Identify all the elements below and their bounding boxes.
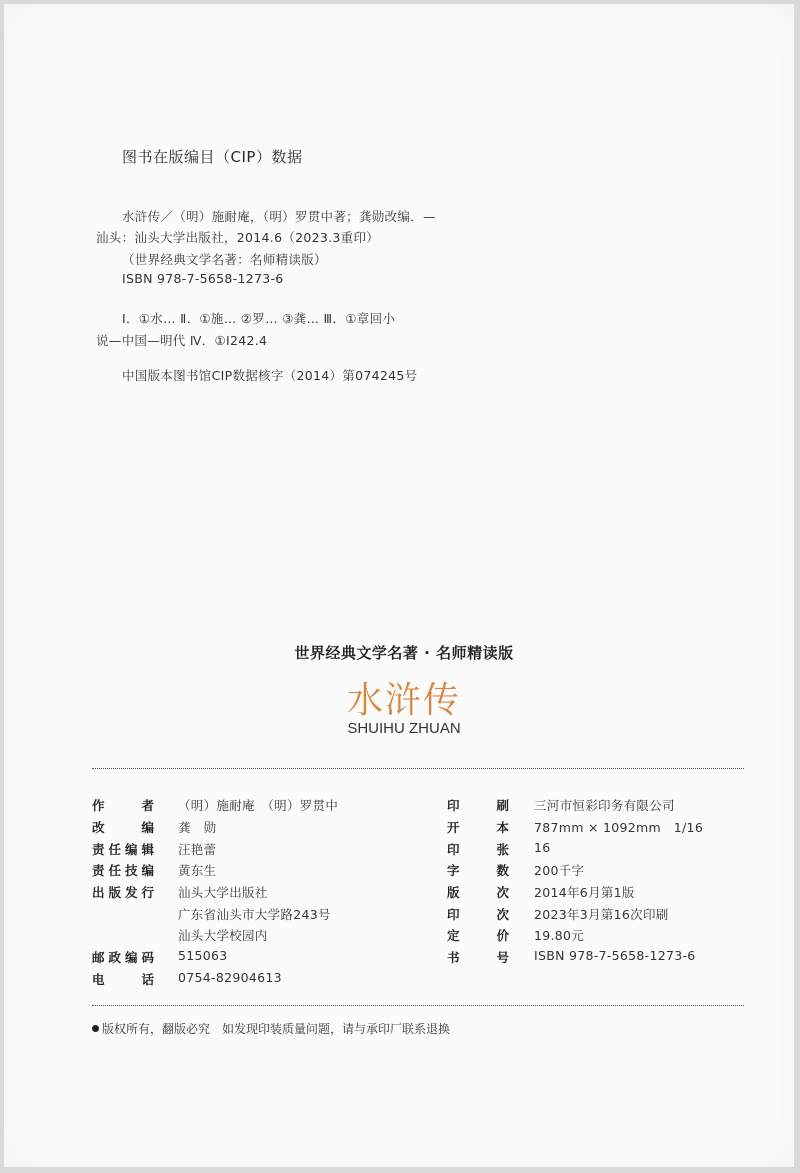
info-label: 电 话 <box>92 972 154 987</box>
info-value: 三河市恒彩印务有限公司 <box>534 798 675 813</box>
info-label: 责任编辑 <box>92 842 154 857</box>
info-value: 2023年3月第16次印刷 <box>534 907 669 922</box>
info-value: 200千字 <box>534 863 585 878</box>
info-value: 0754-82904613 <box>178 970 282 985</box>
info-label: 责任技编 <box>92 863 154 878</box>
info-label: 改 编 <box>92 820 154 835</box>
copyright-page <box>4 4 794 1167</box>
info-label: 印 次 <box>447 907 509 922</box>
info-label: 邮政编码 <box>92 950 154 965</box>
info-label: 作 者 <box>92 798 154 813</box>
info-label: 定 价 <box>447 928 509 943</box>
info-label: 印 张 <box>447 842 509 857</box>
copyright-notice <box>92 1020 450 1037</box>
info-value: 汪艳蕾 <box>178 842 217 857</box>
cip-title-line: 水浒传／（明）施耐庵，（明）罗贯中著；龚勋改编．— <box>122 209 436 224</box>
info-value: 龚 勋 <box>178 820 217 835</box>
info-label: 印 刷 <box>447 798 509 813</box>
info-label: 字 数 <box>447 863 509 878</box>
dotted-divider-top <box>92 768 744 769</box>
cip-verification-line: 中国版本图书馆CIP数据核字（2014）第074245号 <box>122 368 418 383</box>
copyright-text: 版权所有，翻版必究 如发现印装质量问题，请与承印厂联系退换 <box>102 1022 451 1036</box>
info-label: 开 本 <box>447 820 509 835</box>
info-label: 书 号 <box>447 950 509 965</box>
info-label: 版 次 <box>447 885 509 900</box>
info-value: 16 <box>534 840 551 855</box>
info-label: 出版发行 <box>92 885 154 900</box>
info-value: 黄东生 <box>178 863 217 878</box>
cip-publisher-line: 汕头：汕头大学出版社，2014.6（2023.3重印） <box>96 230 380 245</box>
cip-isbn-line: ISBN 978-7-5658-1273-6 <box>122 271 284 286</box>
info-value: 汕头大学出版社 <box>178 885 268 900</box>
series-name: 世界经典文学名著 · 名师精读版 <box>294 644 514 662</box>
cip-classification-line-2: 说—中国—明代 Ⅳ．①I242.4 <box>96 333 268 348</box>
info-value: （明）施耐庵 （明）罗贯中 <box>178 798 339 813</box>
info-value: 515063 <box>178 948 228 963</box>
cip-series-line: （世界经典文学名著：名师精读版） <box>122 252 327 267</box>
cip-classification-line-1: Ⅰ．①水… Ⅱ．①施… ②罗… ③龚… Ⅲ．①章回小 <box>122 311 396 326</box>
info-value: 787mm × 1092mm 1/16 <box>534 820 704 835</box>
book-title: 水浒传 <box>346 680 461 721</box>
bullet-icon <box>92 1025 99 1032</box>
info-value: 广东省汕头市大学路243号 <box>178 907 331 922</box>
info-value: 2014年6月第1版 <box>534 885 635 900</box>
info-value: 19.80元 <box>534 928 585 943</box>
info-value: 汕头大学校园内 <box>178 928 268 943</box>
cip-heading: 图书在版编目（CIP）数据 <box>122 148 303 166</box>
book-title-pinyin: SHUIHU ZHUAN <box>347 720 461 737</box>
info-value: ISBN 978-7-5658-1273-6 <box>534 948 696 963</box>
dotted-divider-bottom <box>92 1005 744 1006</box>
